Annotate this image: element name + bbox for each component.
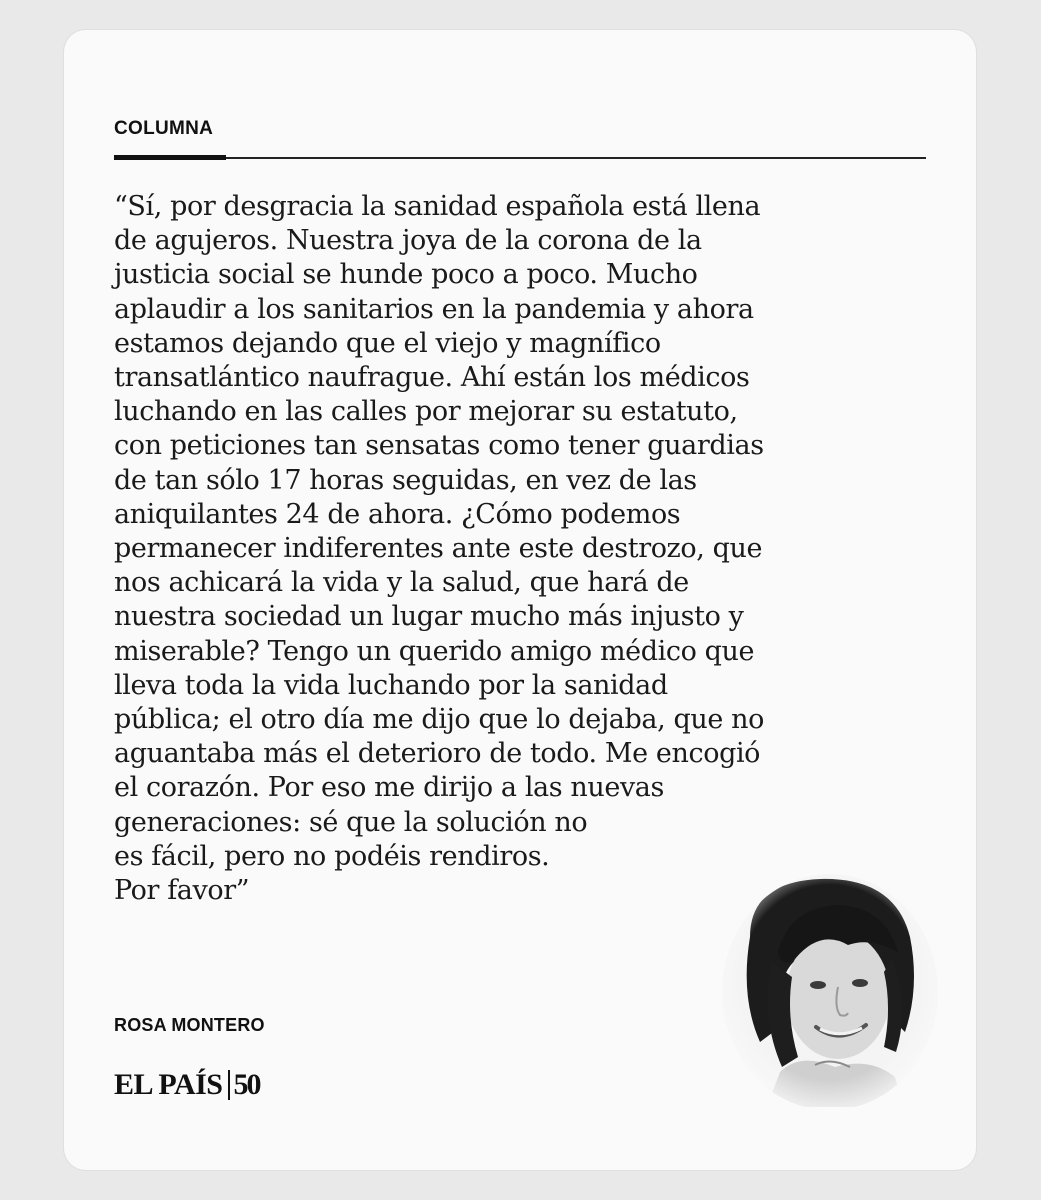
quote-line: el corazón. Por eso me dirijo a las nuevas (114, 772, 664, 804)
section-divider (114, 157, 926, 159)
quote-line: aplaudir a los sanitarios en la pandemia y ahora (114, 293, 754, 325)
logo-separator (228, 1070, 230, 1100)
quote-line: de agujeros. Nuestra joya de la corona de la (114, 225, 702, 257)
quote-line: Por favor” (114, 875, 250, 907)
quote-line: con peticiones tan sensatas como tener guardias (114, 430, 764, 462)
quote-line: estamos dejando que el viejo y magnífico (114, 327, 661, 359)
logo-brand: EL PAÍS (114, 1068, 223, 1101)
quote-line: “Sí, por desgracia la sanidad española está llena (114, 191, 761, 222)
quote-line: aguantaba más el deterioro de todo. Me encogió (114, 738, 761, 770)
author-name: ROSA MONTERO (114, 1015, 265, 1035)
quote-line: pública; el otro día me dijo que lo dejaba, que no (114, 704, 764, 736)
quote-line: de tan sólo 17 horas seguidas, en vez de las (114, 464, 697, 496)
quote-line: miserable? Tengo un querido amigo médico que (114, 635, 755, 667)
el-pais-logo (114, 1068, 260, 1102)
quote-line: luchando en las calles por mejorar su estatuto, (114, 396, 738, 428)
column-quote (114, 190, 944, 908)
section-label: COLUMNA (114, 118, 214, 139)
quote-line: lleva toda la vida luchando por la sanidad (114, 669, 668, 701)
quote-line: generaciones: sé que la solución no (114, 806, 588, 838)
quote-line: aniquilantes 24 de ahora. ¿Cómo podemos (114, 498, 681, 530)
logo-anniversary: 50 (233, 1068, 260, 1101)
author-portrait-icon (720, 867, 940, 1107)
quote-line: es fácil, pero no podéis rendiros. (114, 840, 550, 872)
quote-line: nos achicará la vida y la salud, que hará de (114, 567, 689, 599)
column-card (64, 30, 976, 1170)
quote-line: permanecer indiferentes ante este destrozo, que (114, 533, 763, 565)
quote-line: justicia social se hunde poco a poco. Mucho (114, 259, 698, 291)
quote-line: nuestra sociedad un lugar mucho más injusto y (114, 601, 744, 633)
section-divider-accent (114, 155, 226, 160)
quote-line: transatlántico naufrague. Ahí están los médicos (114, 362, 750, 394)
